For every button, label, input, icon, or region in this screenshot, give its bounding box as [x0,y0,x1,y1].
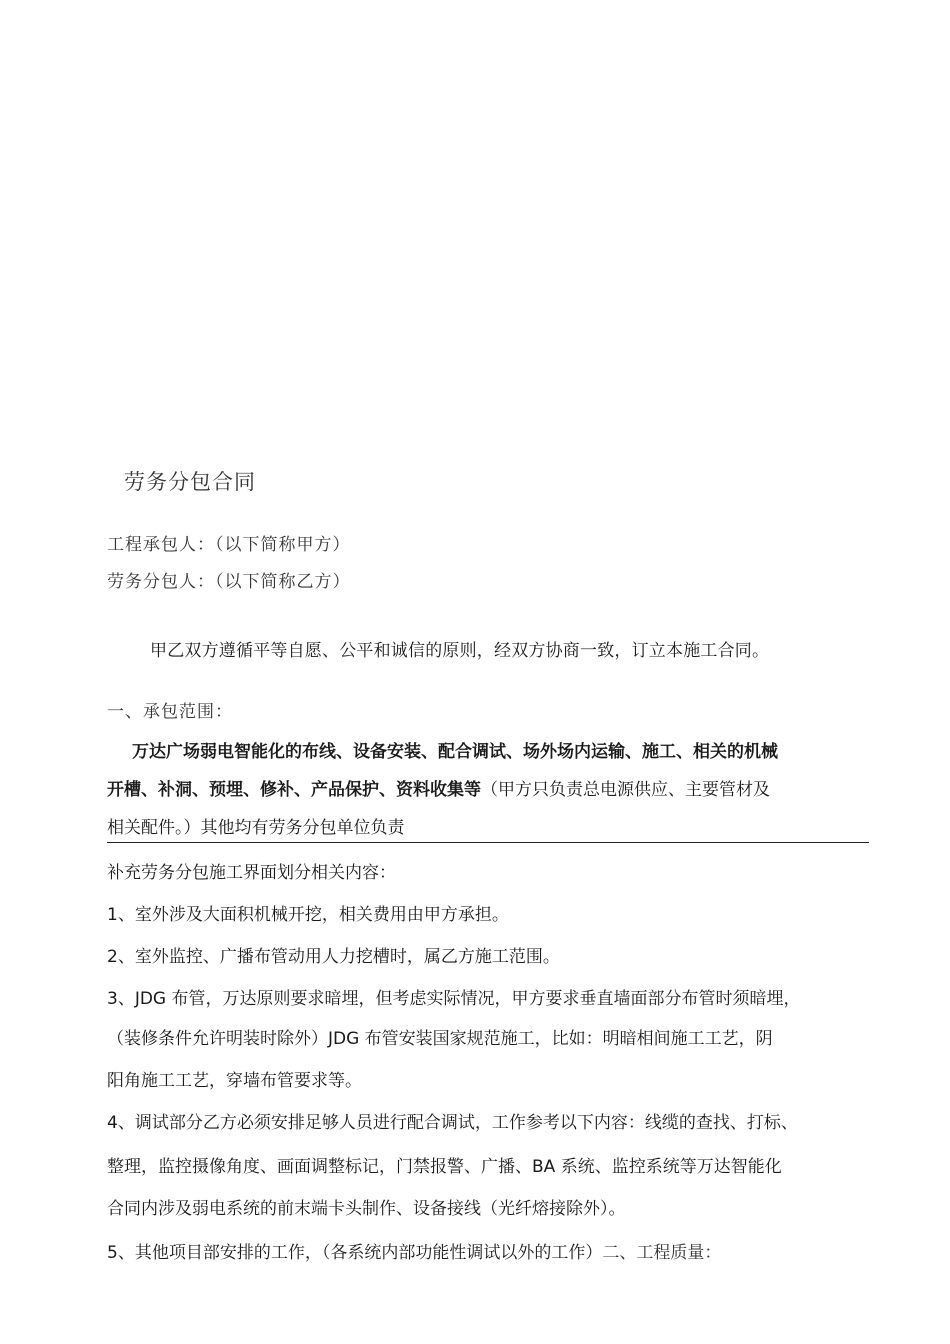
scope-line-2 [107,771,872,809]
supplement-heading: 补充劳务分包施工界面划分相关内容： [107,863,396,883]
scope-line-2-bold: 开槽、补洞、预埋、修补、产品保护、资料收集等 [107,780,481,800]
supplement-item-3-line-2: （装修条件允许明装时除外）JDG 布管安装国家规范施工，比如：明暗相间施工工艺，阴 [107,1029,773,1049]
supplement-item-5-main: 5、其他项目部安排的工作，（各系统内部功能性调试以外的工作） [107,1243,603,1263]
section-heading-scope: 一、承包范围： [107,702,233,722]
document-title: 劳务分包合同 [124,470,256,494]
supplement-item-1: 1、室外涉及大面积机械开挖，相关费用由甲方承担。 [107,905,509,925]
supplement-item-5 [107,1238,721,1263]
scope-line-1: 万达广场弱电智能化的布线、设备安装、配合调试、场外场内运输、施工、相关的机械 [132,742,778,762]
horizontal-rule [107,842,869,843]
section-heading-quality: 二、工程质量： [602,1243,722,1263]
scope-paragraph [107,733,872,847]
supplement-item-4-line-1: 4、调试部分乙方必须安排足够人员进行配合调试，工作参考以下内容：线缆的查找、打标、 [107,1113,798,1133]
contractor-line: 工程承包人：（以下简称甲方） [107,535,351,555]
supplement-item-2: 2、室外监控、广播布管动用人力挖槽时，属乙方施工范围。 [107,947,560,967]
supplement-item-3-line-1: 3、JDG 布管，万达原则要求暗埋，但考虑实际情况，甲方要求垂直墙面部分布管时须暗埋， [107,989,801,1009]
preamble-paragraph: 甲乙双方遵循平等自愿、公平和诚信的原则，经双方协商一致，订立本施工合同。 [150,641,770,661]
supplement-item-4-line-2: 整理，监控摄像角度、画面调整标记，门禁报警、广播、BA 系统、监控系统等万达智能化 [107,1157,782,1177]
scope-line-3: 相关配件。）其他均有劳务分包单位负责 [107,818,405,838]
supplement-item-3-line-3: 阳角施工工艺，穿墙布管要求等。 [107,1071,362,1091]
subcontractor-line: 劳务分包人：（以下简称乙方） [107,572,351,592]
scope-line-2-normal: （甲方只负责总电源供应、主要管材及 [481,780,770,800]
supplement-item-4-line-3: 合同内涉及弱电系统的前末端卡头制作、设备接线（光纤熔接除外）。 [107,1199,626,1219]
